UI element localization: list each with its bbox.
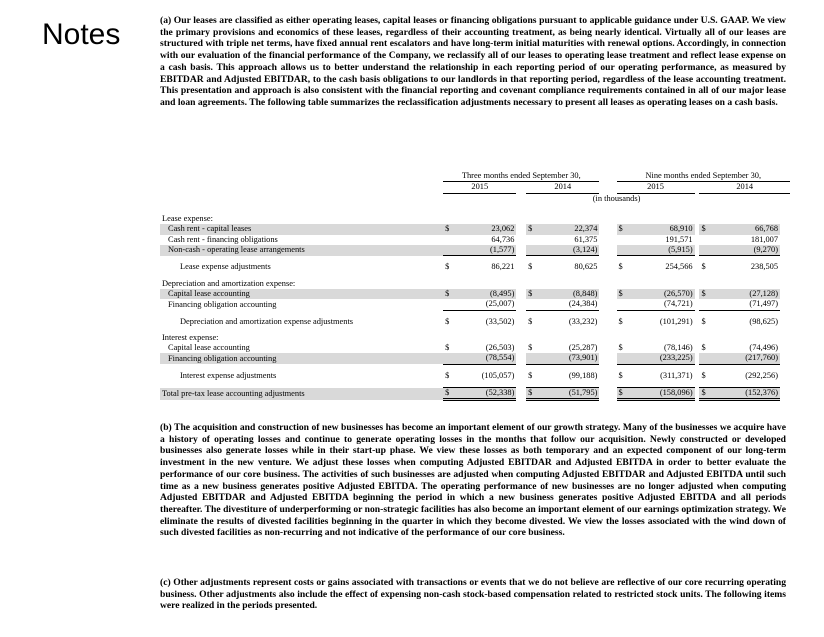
currency-symbol: $	[699, 388, 716, 400]
row-label: Cash rent - capital leases	[160, 224, 443, 234]
value-cell: (78,554)	[460, 353, 516, 364]
value-cell: (5,915)	[634, 245, 695, 256]
units-label: (in thousands)	[592, 193, 641, 203]
currency-symbol: $	[618, 316, 623, 326]
value-cell: (71,497)	[717, 299, 780, 310]
value-cell: 66,768	[717, 224, 780, 234]
table-cell	[516, 245, 526, 256]
table-cell	[599, 371, 616, 381]
table-cell	[780, 262, 790, 272]
currency-symbol: $	[617, 224, 634, 234]
table-row	[160, 171, 790, 182]
currency-symbol: $	[445, 262, 450, 272]
table-row	[160, 245, 790, 256]
value-cell: (99,188)	[568, 370, 598, 380]
subtotal-label: Lease expense adjustments	[180, 262, 271, 272]
table-cell	[599, 353, 616, 364]
value-cell: (25,007)	[460, 299, 516, 310]
table-cell	[516, 262, 526, 272]
table-cell	[599, 317, 616, 327]
value-cell: (33,232)	[568, 316, 598, 326]
value-cell: 254,566	[665, 262, 693, 272]
currency-symbol	[443, 353, 460, 364]
value-cell: 86,221	[491, 262, 515, 272]
currency-symbol: $	[445, 343, 450, 353]
value-cell: 181,007	[750, 234, 779, 244]
column-group-header: Nine months ended September 30,	[617, 171, 791, 182]
value-cell: 68,910	[634, 224, 695, 234]
table-cell	[160, 204, 790, 214]
value-cell: (74,721)	[634, 299, 695, 310]
table-cell	[780, 224, 790, 234]
row-label: Non-cash - operating lease arrangements	[160, 245, 443, 256]
currency-symbol: $	[528, 316, 533, 326]
value-cell: (26,503)	[485, 343, 515, 353]
table-cell	[599, 171, 616, 182]
table-row	[160, 343, 790, 353]
currency-symbol: $	[701, 262, 706, 272]
row-label: Financing obligation accounting	[160, 353, 443, 364]
currency-symbol	[526, 245, 543, 256]
value-cell: (25,287)	[568, 343, 598, 353]
currency-symbol	[699, 299, 716, 310]
table-row	[160, 224, 790, 234]
currency-symbol: $	[701, 370, 706, 380]
currency-symbol	[617, 235, 634, 245]
value-cell: 61,375	[574, 234, 598, 244]
table-row	[160, 333, 790, 343]
currency-symbol: $	[445, 316, 450, 326]
table-cell	[599, 182, 616, 193]
currency-symbol: $	[618, 343, 623, 353]
table-cell	[780, 289, 790, 299]
table-cell	[780, 353, 790, 364]
currency-symbol: $	[443, 388, 460, 400]
table-cell	[516, 343, 526, 353]
table-cell	[160, 171, 443, 182]
note-b-paragraph: (b) The acquisition and construction of new businesses has become an important element of our growth strategy. Many of the businesses we acquire have a history of operating losses and continue to generate operating losses in the months that follow our acquisition. Newly constructed or developed businesses also generate losses while in their start-up phase. We view these losses as both temporary and an expected component of our long-term investment in the new venture. We adjust these losses when computing Adjusted EBITDAR and Adjusted EBITDA in order to better evaluate the performance of our core business. The activities of such businesses are adjusted when computing Adjusted EBITDAR and Adjusted EBITDA until such time as a new business generates positive Adjusted EBITDA. The operating performance of new businesses are no longer adjusted when computing Adjusted EBITDAR and Adjusted EBITDA beginning the period in which a new business generates positive Adjusted EBITDA and all periods thereafter. The divestiture of underperforming or non-strategic facilities has also become an important element of our earnings optimization strategy. We eliminate the results of divested facilities beginning in the quarter in which they become divested. We view the losses associated with the wind down of such divested facilities as non-recurring and not indicative of the performance of our core business.	[160, 422, 786, 539]
value-cell: (24,384)	[543, 299, 599, 310]
section-heading: Interest expense:	[162, 332, 219, 342]
table-row	[160, 262, 790, 272]
currency-symbol: $	[528, 343, 533, 353]
currency-symbol	[443, 299, 460, 310]
value-cell: (3,124)	[543, 245, 599, 256]
currency-symbol	[617, 299, 634, 310]
value-cell: 64,736	[491, 234, 515, 244]
value-cell: (98,625)	[749, 316, 779, 326]
currency-symbol: $	[443, 224, 460, 234]
table-cell	[599, 262, 616, 272]
currency-symbol: $	[526, 224, 543, 234]
value-cell: (9,270)	[717, 245, 780, 256]
value-cell: (292,256)	[745, 370, 779, 380]
section-heading: Depreciation and amortization expense:	[162, 278, 296, 288]
table-row	[160, 371, 790, 381]
table-row	[160, 214, 790, 224]
value-cell: (233,225)	[634, 353, 695, 364]
table-row	[160, 182, 790, 193]
currency-symbol: $	[445, 370, 450, 380]
currency-symbol: $	[526, 289, 543, 299]
table-cell	[780, 343, 790, 353]
table-cell	[599, 299, 616, 310]
currency-symbol: $	[617, 388, 634, 400]
value-cell: (74,496)	[749, 343, 779, 353]
table-cell	[516, 224, 526, 234]
table-row	[160, 353, 790, 364]
value-cell: 23,062	[460, 224, 516, 234]
value-cell: (152,376)	[717, 388, 780, 400]
value-cell: (78,146)	[664, 343, 693, 353]
value-cell: (158,096)	[634, 388, 695, 400]
currency-symbol: $	[699, 289, 716, 299]
value-cell: (1,577)	[460, 245, 516, 256]
table-cell	[516, 317, 526, 327]
value-cell: 22,374	[543, 224, 599, 234]
note-c-paragraph: (c) Other adjustments represent costs or gains associated with transactions or events that we do not believe are reflective of our core recurring operating business. Other adjustments also include the effect of expensing non-cash stock-based compensation related to restricted stock units. The following items were realized in the periods presented.	[160, 577, 786, 612]
value-cell: (52,338)	[460, 388, 516, 400]
currency-symbol	[617, 245, 634, 256]
year-header: 2014	[526, 182, 599, 193]
table-cell	[780, 317, 790, 327]
table-cell	[516, 182, 526, 193]
lease-adjustments-table	[160, 171, 790, 401]
currency-symbol: $	[528, 370, 533, 380]
value-cell: 238,505	[750, 262, 779, 272]
row-label: Capital lease accounting	[160, 289, 443, 299]
currency-symbol: $	[701, 343, 706, 353]
currency-symbol: $	[699, 224, 716, 234]
currency-symbol: $	[526, 388, 543, 400]
currency-symbol	[699, 245, 716, 256]
value-cell: (8,495)	[460, 289, 516, 299]
value-cell: (27,128)	[717, 289, 780, 299]
table-cell	[780, 371, 790, 381]
table-cell	[599, 245, 616, 256]
table-cell	[516, 353, 526, 364]
table-row	[160, 204, 790, 214]
table-cell	[516, 388, 526, 400]
currency-symbol	[699, 235, 716, 245]
table-cell	[780, 388, 790, 400]
section-heading: Lease expense:	[162, 214, 213, 224]
table-cell	[599, 343, 616, 353]
grand-total-label: Total pre-tax lease accounting adjustments	[160, 388, 443, 400]
value-cell: (217,760)	[717, 353, 780, 364]
currency-symbol	[617, 353, 634, 364]
currency-symbol	[443, 245, 460, 256]
table-cell	[599, 235, 616, 245]
row-label: Capital lease accounting	[168, 343, 250, 353]
currency-symbol: $	[528, 262, 533, 272]
table-cell	[599, 224, 616, 234]
table-row	[160, 279, 790, 289]
currency-symbol	[443, 235, 460, 245]
currency-symbol: $	[617, 289, 634, 299]
table-cell	[516, 235, 526, 245]
currency-symbol	[526, 235, 543, 245]
currency-symbol: $	[618, 262, 623, 272]
value-cell: (101,291)	[659, 316, 693, 326]
table-row	[160, 289, 790, 299]
year-header: 2015	[443, 182, 516, 193]
table-row	[160, 299, 790, 310]
row-label: Financing obligation accounting	[168, 299, 277, 309]
subtotal-label: Depreciation and amortization expense adjustments	[180, 316, 354, 326]
currency-symbol	[699, 353, 716, 364]
table-row	[160, 388, 790, 400]
note-a-paragraph: (a) Our leases are classified as either operating leases, capital leases or financing obligations pursuant to applicable guidance under U.S. GAAP. We view the primary provisions and economics of these leases, regardless of their accounting treatment, as being nearly identical. Virtually all of our leases are structured with triple net terms, have fixed annual rent escalators and have long-term initial maturities with renewal options. Accordingly, in connection with our evaluation of the financial performance of the Company, we reclassify all of our leases to operating lease treatment and reflect lease expense on a cash basis. This approach allows us to better understand the relationship in each reporting period of our operating performance, as measured by EBITDAR and Adjusted EBITDAR, to the cash basis obligations to our landlords in that reporting period, regardless of the lease accounting treatment. This presentation and approach is also consistent with the financial reporting and covenant compliance requirements contained in all of our major lease and loan agreements. The following table summarizes the reclassification adjustments necessary to present all leases as operating leases on a cash basis.	[160, 15, 786, 108]
table-row	[160, 235, 790, 245]
table-cell	[780, 235, 790, 245]
subtotal-label: Interest expense adjustments	[180, 370, 277, 380]
table-cell	[516, 289, 526, 299]
year-header: 2015	[617, 182, 695, 193]
value-cell: (311,371)	[660, 370, 693, 380]
table-cell	[780, 299, 790, 310]
value-cell: (73,901)	[543, 353, 599, 364]
table-cell	[599, 388, 616, 400]
currency-symbol: $	[701, 316, 706, 326]
table-row	[160, 317, 790, 327]
value-cell: 191,571	[665, 234, 693, 244]
value-cell: 80,625	[574, 262, 598, 272]
table-cell	[160, 182, 443, 193]
value-cell: (33,502)	[485, 316, 515, 326]
currency-symbol: $	[618, 370, 623, 380]
table-cell	[516, 299, 526, 310]
table-cell	[780, 245, 790, 256]
year-header: 2014	[699, 182, 790, 193]
value-cell: (105,057)	[481, 370, 515, 380]
value-cell: (51,795)	[543, 388, 599, 400]
row-label: Cash rent - financing obligations	[168, 234, 278, 244]
column-group-header: Three months ended September 30,	[443, 171, 599, 182]
value-cell: (8,848)	[543, 289, 599, 299]
table-cell	[599, 289, 616, 299]
table-row	[160, 193, 790, 204]
page-title: Notes	[42, 18, 121, 51]
currency-symbol: $	[443, 289, 460, 299]
value-cell: (26,570)	[634, 289, 695, 299]
table-cell	[160, 193, 443, 204]
currency-symbol	[526, 299, 543, 310]
table-cell	[516, 371, 526, 381]
currency-symbol	[526, 353, 543, 364]
